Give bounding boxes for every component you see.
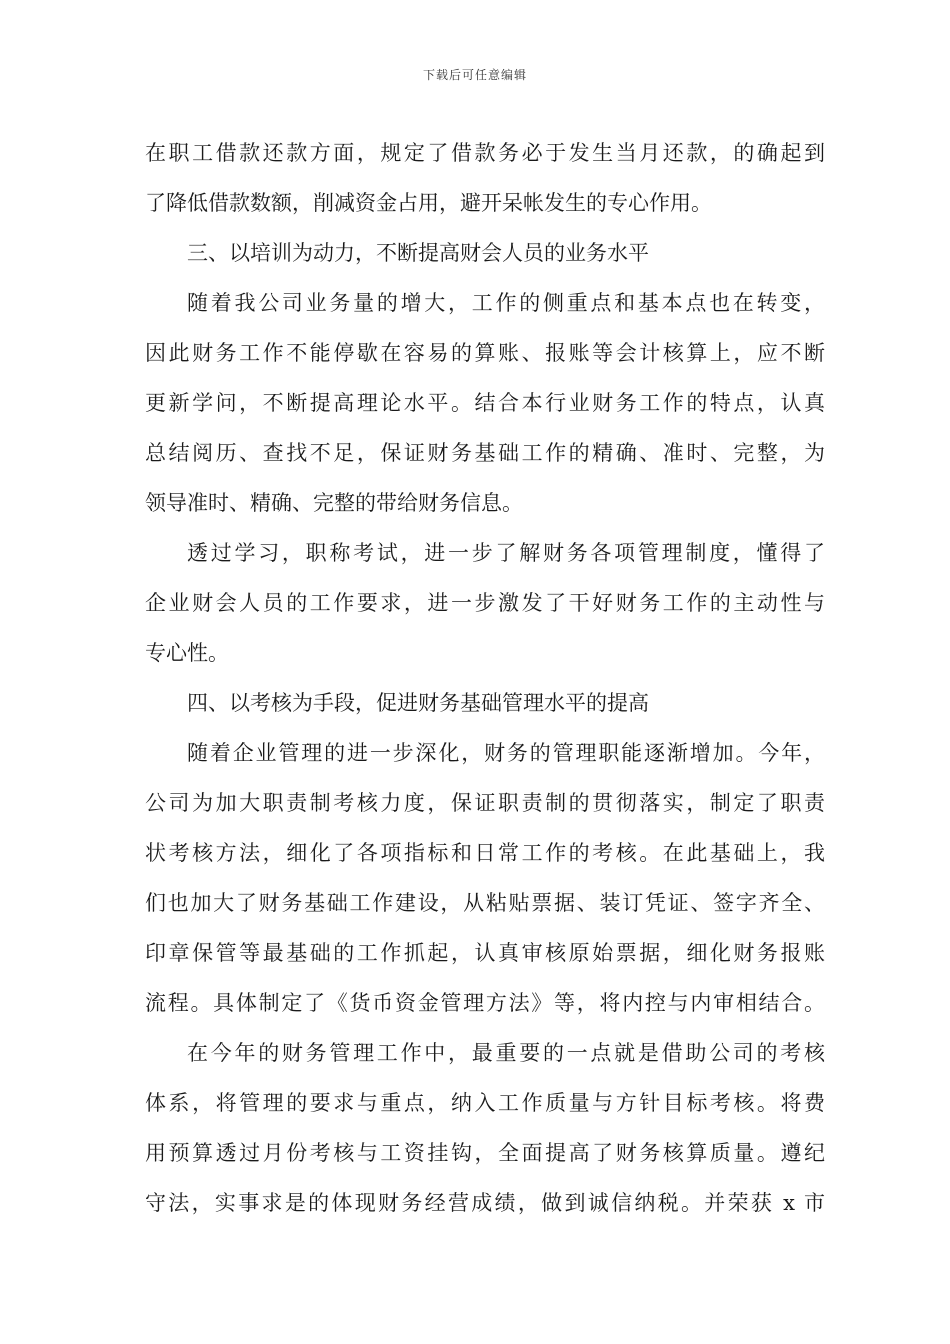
- text-line: 体系，将管理的要求与重点，纳入工作质量与方针目标考核。将费: [145, 1091, 825, 1115]
- text-line: 用预算透过月份考核与工资挂钩，全面提高了财务核算质量。遵纪: [145, 1141, 825, 1165]
- text-line: 领导准时、精确、完整的带给财务信息。: [145, 491, 523, 515]
- page-header: 下载后可任意编辑: [422, 68, 527, 82]
- text-line: 公司为加大职责制考核力度，保证职责制的贯彻落实，制定了职责: [145, 791, 825, 815]
- section-heading: 四、以考核为手段，促进财务基础管理水平的提高: [187, 691, 649, 715]
- text-line: 状考核方法，细化了各项指标和日常工作的考核。在此基础上，我: [145, 841, 825, 865]
- text-line: 了降低借款数额，削减资金占用，避开呆帐发生的专心作用。: [145, 191, 712, 215]
- text-line: 总结阅历、查找不足，保证财务基础工作的精确、准时、完整，为: [145, 441, 825, 465]
- text-line: 守法，实事求是的体现财务经营成绩，做到诚信纳税。并荣获 x 市: [145, 1191, 825, 1215]
- section-heading: 三、以培训为动力，不断提高财会人员的业务水平: [187, 241, 649, 265]
- text-line: 们也加大了财务基础工作建设，从粘贴票据、装订凭证、签字齐全、: [145, 891, 825, 915]
- text-line: 流程。具体制定了《货币资金管理方法》等，将内控与内审相结合。: [145, 991, 825, 1015]
- text-line: 在职工借款还款方面，规定了借款务必于发生当月还款，的确起到: [145, 141, 825, 165]
- text-line: 随着我公司业务量的增大，工作的侧重点和基本点也在转变，: [187, 291, 825, 315]
- text-line: 透过学习，职称考试，进一步了解财务各项管理制度，懂得了: [187, 541, 825, 565]
- text-line: 随着企业管理的进一步深化，财务的管理职能逐渐增加。今年，: [187, 741, 825, 765]
- text-line: 在今年的财务管理工作中，最重要的一点就是借助公司的考核: [187, 1041, 825, 1065]
- text-line: 专心性。: [145, 641, 229, 665]
- text-line: 企业财会人员的工作要求，进一步激发了干好财务工作的主动性与: [145, 591, 825, 615]
- text-line: 更新学问，不断提高理论水平。结合本行业财务工作的特点，认真: [145, 391, 825, 415]
- text-line: 因此财务工作不能停歇在容易的算账、报账等会计核算上，应不断: [145, 341, 825, 365]
- document-body: [145, 128, 825, 1228]
- text-line: 印章保管等最基础的工作抓起，认真审核原始票据，细化财务报账: [145, 941, 825, 965]
